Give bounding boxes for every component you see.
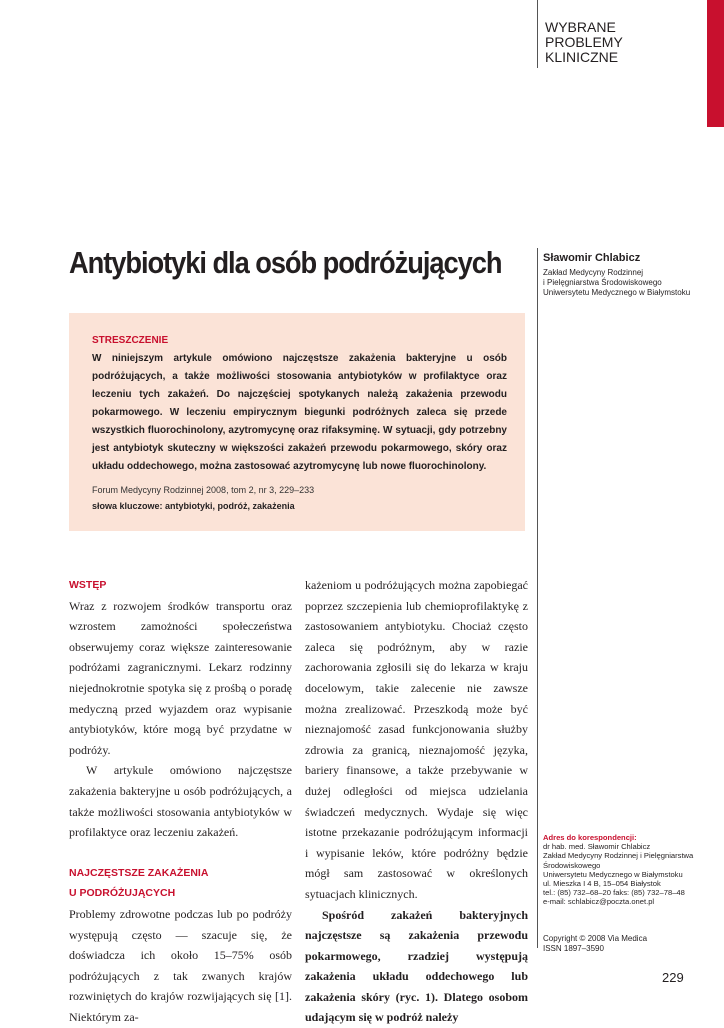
paragraph: Wraz z rozwojem środków transportu oraz wzrostem zamożności społeczeństwa obserwujemy coraz większe zainteresowanie podróżami zagranicznymi. Lekarz rodzinny niejednokrotnie spotyka się z prośbą o poradę medyczną przed wyjazdem oraz wypisanie antybiotyków, które mogą być przydatne w podróży. <box>69 596 292 761</box>
body-column-right <box>305 575 528 1028</box>
issn: ISSN 1897–3590 <box>543 944 647 954</box>
author-affiliation <box>543 268 713 298</box>
author-block <box>543 251 713 298</box>
abstract-heading: STRESZCZENIE <box>92 334 507 348</box>
abstract-box <box>69 313 525 531</box>
copyright-block <box>543 934 647 954</box>
column-divider <box>537 248 538 948</box>
correspondence-line: dr hab. med. Sławomir Chlabicz <box>543 842 718 851</box>
affiliation-line: i Pielęgniarstwa Środowiskowego <box>543 278 713 288</box>
article-title: Antybiotyki dla osób podróżujących <box>69 243 483 283</box>
section-heading-line: U PODRÓŻUJĄCYCH <box>69 883 292 904</box>
paragraph-bold: Spośród zakażeń bakteryjnych najczęstsze są zakażenia przewodu pokarmowego, rzadziej występują zakażenia układu oddechowego lub zakażenia skóry (ryc. 1). Dlatego osobom udającym się w podróż należy <box>305 905 528 1028</box>
affiliation-line: Zakład Medycyny Rodzinnej <box>543 268 713 278</box>
section-label-line: KLINICZNE <box>545 50 695 65</box>
correspondence-line: Środowiskowego <box>543 861 718 870</box>
section-label <box>545 20 695 65</box>
section-heading-infections <box>69 863 292 904</box>
section-heading-line: NAJCZĘSTSZE ZAKAŻENIA <box>69 863 292 884</box>
correspondence-line: tel.: (85) 732–68–20 faks: (85) 732–78–48 <box>543 888 718 897</box>
paragraph: W artykule omówiono najczęstsze zakażenia bakteryjne u osób podróżujących, a także możliwości stosowania antybiotyków w profilaktyce oraz leczeniu zakażeń. <box>69 760 292 842</box>
keywords-label: słowa kluczowe: <box>92 501 163 511</box>
correspondence-line: ul. Mieszka I 4 B, 15–054 Białystok <box>543 879 718 888</box>
correspondence-line: Uniwersytetu Medycznego w Białymstoku <box>543 870 718 879</box>
paragraph: Problemy zdrowotne podczas lub po podróży występują często — szacuje się, że doświadcza ich około 15–75% osób podróżujących z tak zwanych krajów rozwiniętych do krajów rozwijających się [1]. Niektórym za- <box>69 904 292 1028</box>
keywords <box>92 500 507 513</box>
section-label-line: WYBRANE <box>545 20 695 35</box>
correspondence-line: Zakład Medycyny Rodzinnej i Pielęgniarstwa <box>543 851 718 860</box>
correspondence-heading: Adres do korespondencji: <box>543 833 718 842</box>
citation: Forum Medycyny Rodzinnej 2008, tom 2, nr 3, 229–233 <box>92 484 507 496</box>
correspondence-address <box>543 833 718 907</box>
author-name: Sławomir Chlabicz <box>543 251 713 265</box>
abstract-text: W niniejszym artykule omówiono najczęstsze zakażenia bakteryjne u osób podróżujących, a także możliwości stosowania antybiotyków w profilaktyce oraz leczeniu tych zakażeń. Do najczęściej spotykanych należą zakażenia przewodu pokarmowego. W leczeniu empirycznym biegunki podróżnych zaleca się przede wszystkich fluorochinolony, azytromycynę oraz rifaksyminę. W sytuacji, gdy potrzebny jest antybiotyk skuteczny w większości zakażeń przewodu pokarmowego, skóry oraz układu oddechowego, można zastosować azytromycynę lub nowe fluorochinolony. <box>92 350 507 476</box>
correspondence-email: e-mail: schlabicz@poczta.onet.pl <box>543 897 718 906</box>
body-column-left <box>69 575 292 1027</box>
column-divider-top <box>537 0 538 68</box>
copyright: Copyright © 2008 Via Medica <box>543 934 647 944</box>
section-color-tab <box>707 0 724 127</box>
page-number: 229 <box>662 970 684 985</box>
keywords-value: antybiotyki, podróż, zakażenia <box>165 501 295 511</box>
section-heading-intro: WSTĘP <box>69 575 292 596</box>
affiliation-line: Uniwersytetu Medycznego w Białymstoku <box>543 288 713 298</box>
section-label-line: PROBLEMY <box>545 35 695 50</box>
paragraph: każeniom u podróżujących można zapobiegać poprzez szczepienia lub chemioprofilaktykę z zastosowaniem antybiotyku. Chociaż często zaleca się podróżnym, aby w razie zachorowania zgłosili się do lekarza w kraju docelowym, takie zalecenie nie zawsze można zrealizować. Przeszkodą może być nieznajomość zasad funkcjonowania służby zdrowia za granicą, nieznajomość języka, bariery finansowe, a także przebywanie w dużej odległości od miejsca udzielania świadczeń medycznych. Wydaje się więc istotne przekazanie podróżującym informacji i wypisanie leków, które podróżny będzie mógł sam zastosować w określonych sytuacjach klinicznych. <box>305 575 528 905</box>
